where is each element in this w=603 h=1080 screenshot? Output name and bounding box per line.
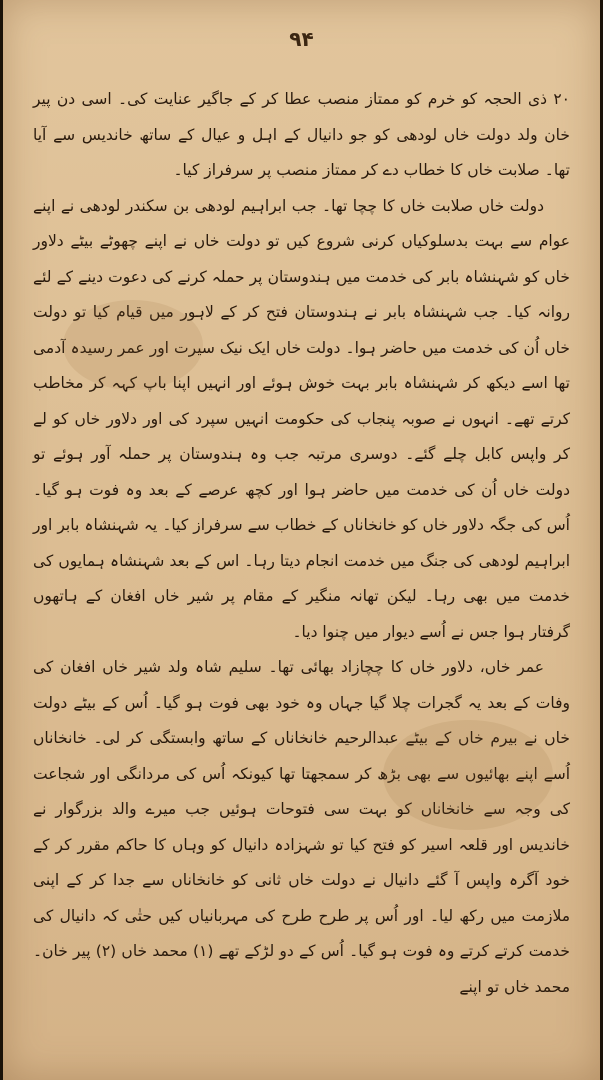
paragraph-1: ۲۰ ذی الحجہ کو خرم کو ممتاز منصب عطا کر کے جاگیر عنایت کی۔ اسی دن پیر خان ولد دولت خاں لودھی کو جو دانیال کے اہل و عیال کے ساتھ خاندیس سے آیا تھا۔ صلابت خاں کا خطاب دے کر ممتاز منصب پر سرفراز کیا۔ xyxy=(33,90,570,179)
book-page xyxy=(3,0,600,1080)
paragraph-2: دولت خاں صلابت خاں کا چچا تھا۔ جب ابراہیم لودھی بن سکندر لودھی نے اپنے عوام سے بہت بدسلوکیاں کرنی شروع کیں تو دولت خاں نے اپنے چھوٹے بیٹے دلاور خاں کو شہنشاہ بابر کی خدمت میں ہندوستان پر حملہ کرنے کی دعوت دینے کے لئے روانہ کیا۔ جب شہنشاہ بابر نے ہندوستان فتح کر کے لاہور میں قیام کیا تو دولت خاں اُن کی خدمت میں حاضر ہوا۔ دولت خاں ایک نیک سیرت اور عمر رسیدہ آدمی تھا اسے دیکھ کر شہنشاہ بابر بہت خوش ہوئے اور انہیں اپنا باپ کہہ کر مخاطب کرتے تھے۔ انہوں نے صوبہ پنجاب کی حکومت انہیں سپرد کی اور دلاور خاں کو لے کر واپس کابل چلے گئے۔ دوسری مرتبہ جب وہ ہندوستان پر حملہ آور ہوئے تو دولت خاں اُن کی خدمت میں حاضر ہوا اور کچھ عرصے کے بعد وہ فوت ہو گیا۔ اُس کی جگہ دلاور خاں کو خانخاناں کے خطاب سے سرفراز کیا۔ یہ شہنشاہ بابر اور ابراہیم لودھی کی جنگ میں خدمت انجام دیتا رہا۔ اس کے بعد شہنشاہ ہمایوں کی خدمت میں بھی رہا۔ لیکن تھانہ منگیر کے مقام پر شیر خاں افغان کے ہاتھوں گرفتار ہوا جس نے اُسے دیوار میں چنوا دیا۔ xyxy=(33,196,570,641)
page-number: ۹۴ xyxy=(289,27,314,51)
body-text xyxy=(33,82,570,1005)
paragraph-3: عمر خاں، دلاور خاں کا چچازاد بھائی تھا۔ سلیم شاہ ولد شیر خاں افغان کی وفات کے بعد یہ گجرات چلا گیا جہاں وہ خود بھی فوت ہو گیا۔ اُس کے بیٹے دولت خاں نے بیرم خاں کے بیٹے عبدالرحیم خانخاناں کے ساتھ وابستگی کر لی۔ خانخاناں اُسے اپنے بھائیوں سے بھی بڑھ کر سمجھتا تھا کیونکہ اُس کی مردانگی اور شجاعت کی وجہ سے خانخاناں کو بہت سی فتوحات ہوئیں جب میرے والد بزرگوار نے خاندیس اور قلعہ اسیر کو فتح کیا تو شہزادہ دانیال کو وہاں کا حاکم مقرر کر کے خود آگرہ واپس آ گئے دانیال نے دولت خاں ثانی کو خانخاناں سے جدا کر کے اپنی ملازمت میں رکھ لیا۔ اور اُس پر طرح طرح کی مہربانیاں کیں حتٰی کہ دانیال کی خدمت کرتے کرتے وہ فوت ہو گیا۔ اُس کے دو لڑکے تھے (۱) محمد خاں (۲) پیر خان۔ محمد خاں تو اپنے xyxy=(33,658,570,996)
